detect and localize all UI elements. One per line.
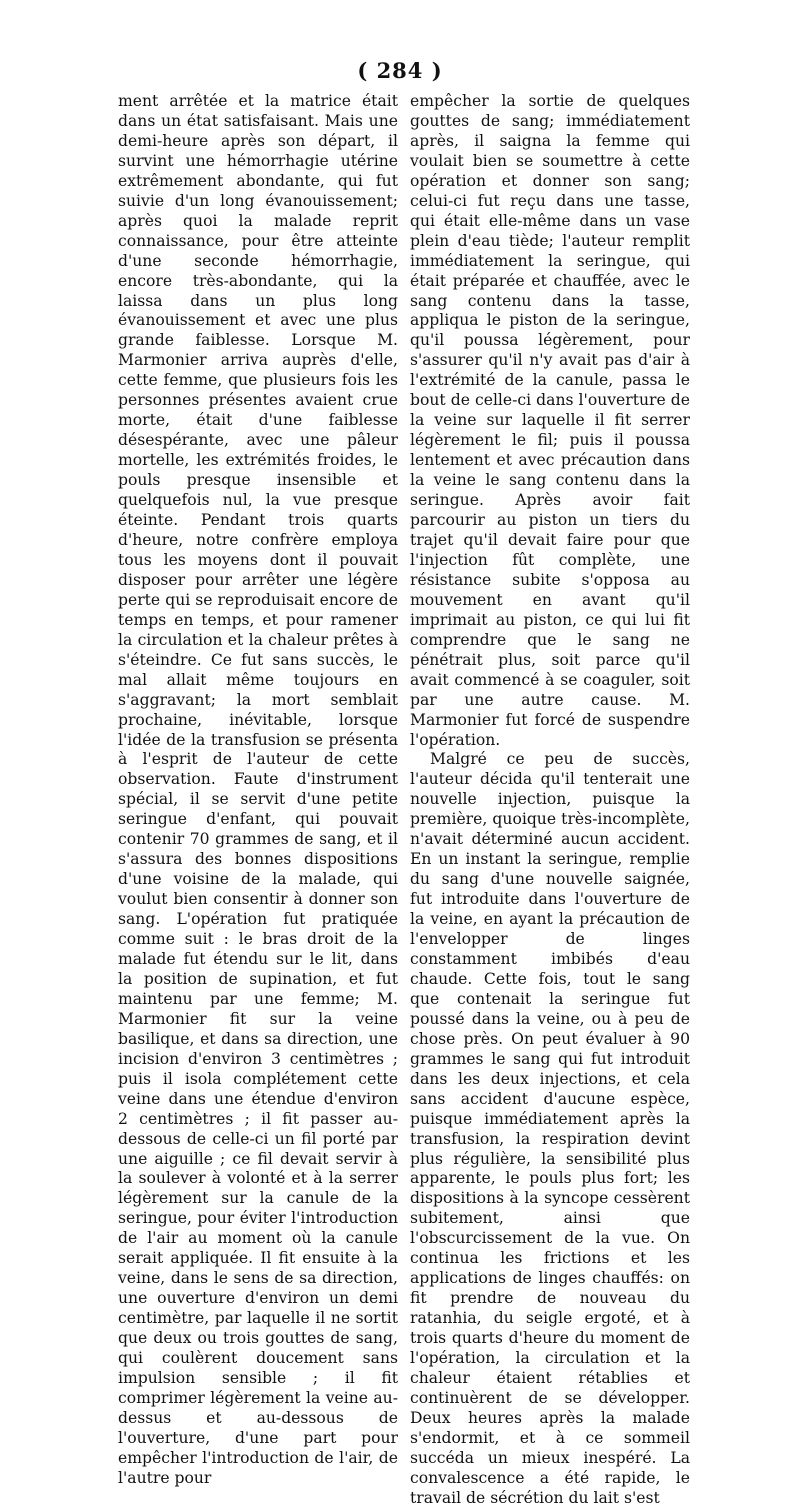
body-paragraph: ment arrêtée et la matrice était dans un état satisfaisant. Mais une demi-heure après son départ, il survint une hémorrhagie utérine extrêmement abondante, qui fut suivie d'un long évanouissement; après quoi la malade reprit connaissance, pour être atteinte d'une seconde hémorrhagie, encore très-abondante, qui la laissa dans un plus long évanouissement et avec une plus grande faiblesse. Lorsque M. Marmonier arriva auprès d'elle, cette femme, que plusieurs fois les personnes présentes avaient crue morte, était d'une faiblesse désespérante, avec une pâleur mortelle, les extrémités froides, le pouls presque insensible et quelquefois nul, la vue presque éteinte. Pendant trois quarts d'heure, notre confrère employa tous les moyens dont il pouvait disposer pour arrêter une légère perte qui se reproduisait encore de temps en temps, et pour ramener la circulation et la chaleur prêtes à s'éteindre. Ce fut sans succès, le mal allait même toujours en s'aggravant; la mort semblait prochaine, inévitable, lorsque l'idée de la transfusion se présenta à l'esprit de l'auteur de cette observation. Faute d'instrument spécial, il se servit d'une petite seringue d'enfant, qui pouvait contenir 70 grammes de sang, et il s'assura des bonnes dispositions d'une voisine de la malade, qui voulut bien consentir à donner son sang. L'opération fut pratiquée comme suit : le bras droit de la malade fut étendu sur le lit, dans la position de supination, et fut maintenu par une femme; M. Marmonier fit sur la veine basilique, et dans sa direction, une incision d'environ 3 centimètres ; puis il isola complétement cette veine dans une étendue d'environ 2 centimètres ; il fit passer au-dessous de celle-ci un fil porté par une aiguille ; ce fil devait servir à la soulever à volonté et à la serrer légèrement sur la canule de la seringue, pour éviter l'introduction de l'air au moment où la canule serait appliquée. Il fit ensuite à la veine, dans le sens de sa direction, une ouverture d'environ un demi centimètre, par laquelle il ne sortit que deux ou trois gouttes de sang, qui coulèrent doucement sans impulsion sensible ; il fit comprimer légèrement la veine au-dessus et au-dessous de l'ouverture, d'une part pour empêcher l'introduction de l'air, de l'autre pour: [118, 92, 398, 1487]
right-column: [410, 92, 690, 1509]
left-column: [118, 92, 398, 1489]
body-paragraph: Malgré ce peu de succès, l'auteur décida qu'il tenterait une nouvelle injection, puisque la première, quoique très-incomplète, n'avait déterminé aucun accident. En un instant la seringue, remplie du sang d'une nouvelle saignée, fut introduite dans l'ouverture de la veine, en ayant la précaution de l'envelopper de linges constamment imbibés d'eau chaude. Cette fois, tout le sang que contenait la seringue fut poussé dans la veine, ou à peu de chose près. On peut évaluer à 90 grammes le sang qui fut introduit dans les deux injections, et cela sans accident d'aucune espèce, puisque immédiatement après la transfusion, la respiration devint plus régulière, la sensibilité plus apparente, le pouls plus fort; les dispositions à la syncope cessèrent subitement, ainsi que l'obscurcissement de la vue. On continua les frictions et les applications de linges chauffés: on fit prendre de nouveau du ratanhia, du seigle ergoté, et à trois quarts d'heure du moment de l'opération, la circulation et la chaleur étaient rétablies et continuèrent de se développer. Deux heures après la malade s'endormit, et à ce sommeil succéda un mieux inespéré. La convalescence a été rapide, le travail de sécrétion du lait s'est: [410, 750, 690, 1507]
body-paragraph: empêcher la sortie de quelques gouttes de sang; immédiatement après, il saigna la femme qui voulait bien se soumettre à cette opération et donner son sang; celui-ci fut reçu dans une tasse, qui était elle-même dans un vase plein d'eau tiède; l'auteur remplit immédiatement la seringue, qui était préparée et chauffée, avec le sang contenu dans la tasse, appliqua le piston de la seringue, qu'il poussa légèrement, pour s'assurer qu'il n'y avait pas d'air à l'extrémité de la canule, passa le bout de celle-ci dans l'ouverture de la veine sur laquelle il fit serrer légèrement le fil; puis il poussa lentement et avec précaution dans la veine le sang contenu dans la seringue. Après avoir fait parcourir au piston un tiers du trajet qu'il devait faire pour que l'injection fût complète, une résistance subite s'opposa au mouvement en avant qu'il imprimait au piston, ce qui lui fit comprendre que le sang ne pénétrait plus, soit parce qu'il avait commencé à se coaguler, soit par une autre cause. M. Marmonier fut forcé de suspendre l'opération.: [410, 92, 690, 749]
page-number: ( 284 ): [357, 58, 443, 83]
